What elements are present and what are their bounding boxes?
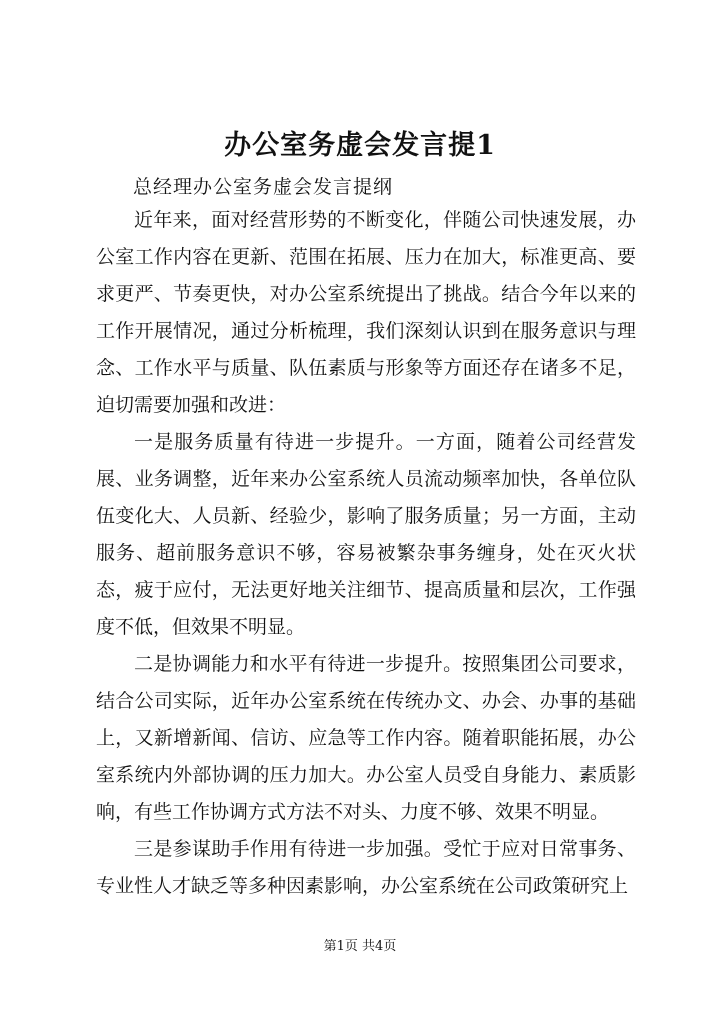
- document-title: 办公室务虚会发言提1: [224, 130, 496, 161]
- paragraph-service-quality: 一是服务质量有待进一步提升。一方面，随着公司经营发展、业务调整，近年来办公室系统人员流动频率加快，各单位队伍变化大、人员新、经验少，影响了服务质量；另一方面，主动服务、超前服务意识不够，容易被繁杂事务缠身，处在灭火状态，疲于应付，无法更好地关注细节、提高质量和层次，工作强度不低，但效果不明显。: [96, 431, 636, 638]
- paragraph-coordination: 二是协调能力和水平有待进一步提升。按照集团公司要求，结合公司实际，近年办公室系统在传统办文、办会、办事的基础上，又新增新闻、信访、应急等工作内容。随着职能拓展，办公室系统内外部协调的压力加大。办公室人员受自身能力、素质影响，有些工作协调方式方法不对头、力度不够、效果不明显。: [96, 653, 636, 823]
- paragraph-intro: 近年来，面对经营形势的不断变化，伴随公司快速发展，办公室工作内容在更新、范围在拓展、压力在加大，标准更高、要求更严、节奏更快，对办公室系统提出了挑战。结合今年以来的工作开展情况，通过分析梳理，我们深刻认识到在服务意识与理念、工作水平与质量、队伍素质与形象等方面还存在诸多不足，迫切需要加强和改进：: [96, 209, 636, 416]
- page-number-label: 第1页 共4页: [323, 939, 397, 954]
- document-body: [96, 202, 636, 905]
- page-footer: [0, 938, 720, 956]
- paragraph-advisory-role: 三是参谋助手作用有待进一步加强。受忙于应对日常事务、专业性人才缺乏等多种因素影响，办公室系统在公司政策研究上: [96, 838, 636, 897]
- document-subtitle: 总经理办公室务虚会发言提纲: [133, 176, 394, 198]
